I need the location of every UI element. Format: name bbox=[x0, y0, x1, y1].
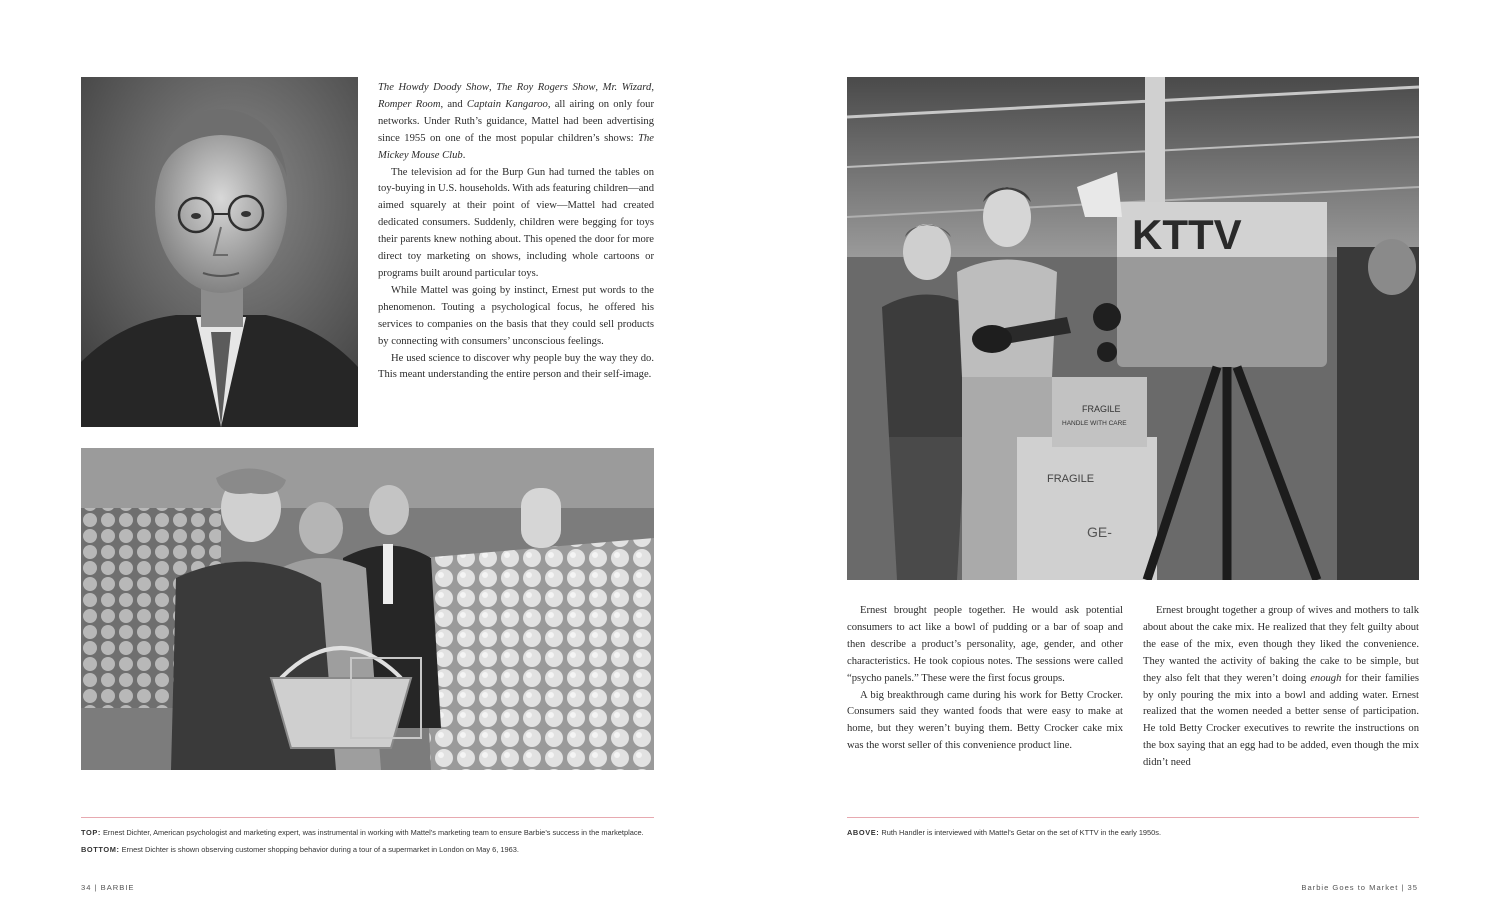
caption-above bbox=[847, 824, 1419, 841]
box-label: FRAGILE bbox=[1082, 404, 1121, 414]
right-column-2-text bbox=[1143, 603, 1419, 772]
caption-label: TOP: bbox=[81, 828, 101, 837]
supermarket-photo bbox=[81, 448, 654, 770]
show-title: The Howdy Doody Show bbox=[378, 82, 489, 93]
paragraph-text: . bbox=[462, 149, 466, 161]
paragraph-text: , all airing on only four networks. Under Ruth’s guidance, Mattel had been advertising since 1955 on one of the most popular children’s shows: bbox=[378, 98, 654, 144]
paragraph-text: for their families by only pouring the mix into a bowl and adding water. Ernest realized that the women needed a better sense of participation. He told Betty Crocker executives to rewrite the instructions on the box saying that an egg had to be added, even though the mix didn’t need bbox=[1143, 672, 1420, 769]
show-title: Captain Kangaroo bbox=[466, 98, 548, 110]
separator: , and bbox=[440, 98, 467, 110]
page-number-left: 34 | BARBIE bbox=[81, 883, 135, 892]
show-title: Romper Room bbox=[378, 98, 441, 110]
paragraph bbox=[378, 80, 654, 165]
show-title: The Mickey Mouse Club bbox=[378, 132, 654, 161]
right-column-1-text bbox=[847, 603, 1123, 755]
caption-divider bbox=[847, 817, 1419, 818]
separator: , bbox=[595, 82, 603, 93]
caption-divider bbox=[81, 817, 654, 818]
show-title: Mr. Wizard bbox=[602, 82, 652, 93]
paragraph: Ernest brought people together. He would ask potential consumers to act like a bowl of pudding or a bar of soap and then describe a product’s personality, age, gender, and other characteristics. He took copious notes. The sessions were called “psycho panels.” These were the first focus groups. bbox=[847, 605, 1123, 684]
separator: , bbox=[488, 82, 497, 93]
left-column-text bbox=[378, 80, 654, 384]
caption-text: Ernest Dichter, American psychologist and marketing expert, was instrumental in working with Mattel’s marketing team to ensure Barbie’s success in the marketplace. bbox=[100, 828, 644, 837]
paragraph: The television ad for the Burp Gun had turned the tables on toy-buying in U.S. households. With ads featuring children—and aimed squarely at their point of view—Mattel had created dedicated consumers. Suddenly, children were begging for toys their parents knew nothing about. This opened the door for more direct toy marketing on shows, including whole cartoons or programs built around particular toys. bbox=[378, 166, 654, 279]
show-title: The Roy Rogers Show bbox=[496, 82, 596, 93]
portrait-photo-ernest-dichter bbox=[81, 77, 358, 427]
emphasis: enough bbox=[1310, 672, 1342, 684]
caption-text: Ruth Handler is interviewed with Mattel’s Getar on the set of KTTV in the early 1950s. bbox=[879, 828, 1162, 837]
caption-top bbox=[81, 824, 661, 841]
paragraph: He used science to discover why people buy the way they do. This meant understanding the entire person and their self-image. bbox=[378, 352, 654, 381]
paragraph: A big breakthrough came during his work for Betty Crocker. Consumers said they wanted foods that were easy to make at home, but they weren’t buying them. Betty Crocker cake mix was the worst seller of this convenience product line. bbox=[847, 689, 1123, 752]
caption-label: ABOVE: bbox=[847, 828, 880, 837]
box-label: HANDLE WITH CARE bbox=[1062, 420, 1127, 427]
box-label: GE- bbox=[1087, 524, 1112, 540]
box-label: FRAGILE bbox=[1047, 473, 1095, 485]
caption-text: Ernest Dichter is shown observing customer shopping behavior during a tour of a supermarket in London on May 6, 1963. bbox=[119, 845, 519, 854]
page-number-right: Barbie Goes to Market | 35 bbox=[1301, 883, 1418, 892]
left-captions bbox=[81, 824, 661, 858]
paragraph: While Mattel was going by instinct, Ernest put words to the phenomenon. Touting a psychological focus, he offered his services to companies on the basis that they could sell products by connecting with consumers’ unconscious feelings. bbox=[378, 284, 654, 347]
paragraph-text: Ernest brought together a group of wives and mothers to talk about about the cake mix. He realized that they felt guilty about the ease of the mix, even though they liked the convenience. They wanted the activity of baking the cake to be simple, but they also felt that they weren’t doing bbox=[1143, 605, 1419, 684]
caption-bottom bbox=[81, 841, 661, 858]
separator: , bbox=[651, 82, 654, 93]
paragraph bbox=[1143, 603, 1419, 772]
caption-label: BOTTOM: bbox=[81, 845, 120, 854]
right-caption bbox=[847, 824, 1419, 841]
camera-label: KTTV bbox=[1132, 211, 1242, 258]
kttv-studio-photo bbox=[847, 77, 1419, 580]
